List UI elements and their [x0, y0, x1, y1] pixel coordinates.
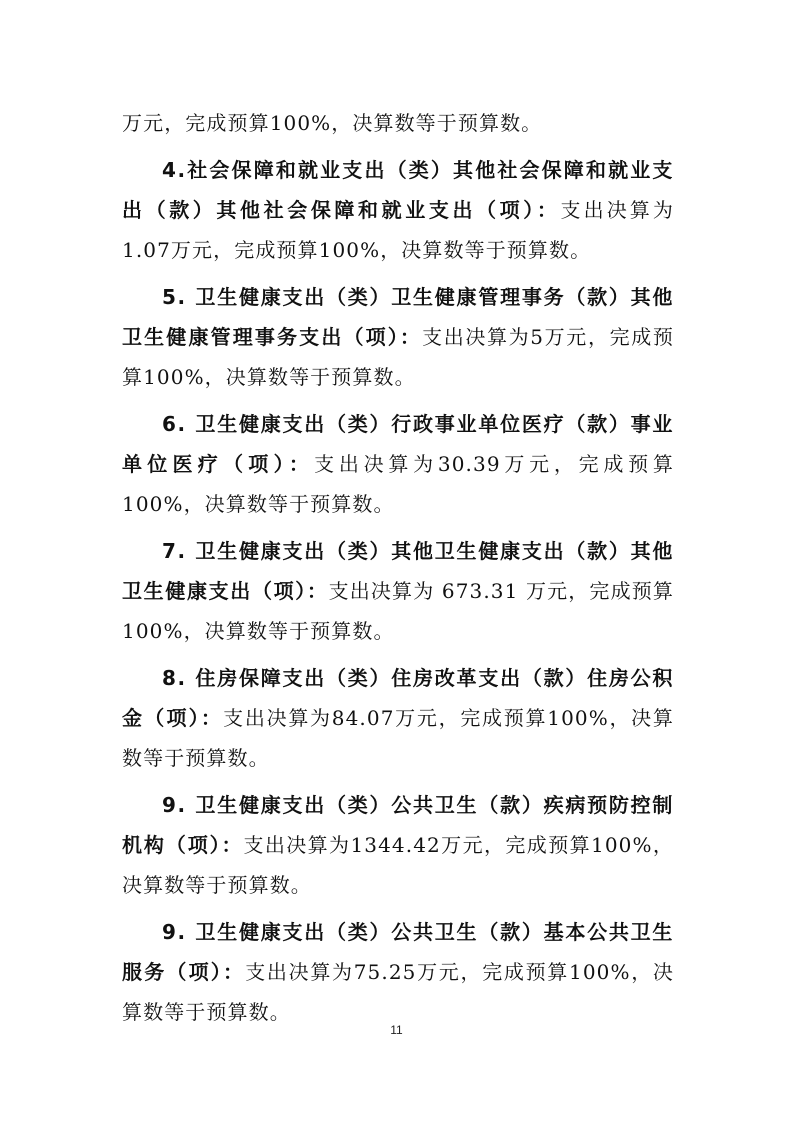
item-heading: 8. 住房保障支出（类）住房改革支出（款）住房公积金（项）：	[122, 666, 674, 730]
document-body	[122, 103, 674, 1039]
item-body: 支出决算为1.07万元，完成预算100%，决算数等于预算数。	[122, 198, 675, 262]
item-body: 支出决算为75.25万元，完成预算100%，决算数等于预算数。	[122, 960, 674, 1024]
expenditure-item-7	[122, 531, 674, 651]
item-body: 支出决算为84.07万元，完成预算100%，决算数等于预算数。	[122, 706, 674, 770]
expenditure-item-9a	[122, 785, 674, 905]
item-heading: 5. 卫生健康支出（类）卫生健康管理事务（款）其他卫生健康管理事务支出（项）：	[122, 285, 674, 349]
item-body: 支出决算为5万元，完成预算100%，决算数等于预算数。	[122, 325, 674, 389]
item-body: 支出决算为 673.31 万元，完成预算100%，决算数等于预算数。	[122, 579, 675, 643]
page-number: 11	[390, 1023, 403, 1037]
expenditure-item-6	[122, 404, 674, 524]
item-body: 支出决算为30.39万元，完成预算100%，决算数等于预算数。	[122, 452, 674, 516]
item-heading: 9. 卫生健康支出（类）公共卫生（款）基本公共卫生服务（项）：	[122, 920, 674, 984]
item-heading: 6. 卫生健康支出（类）行政事业单位医疗（款）事业单位医疗（项）：	[122, 412, 674, 476]
expenditure-item-4	[122, 150, 674, 270]
item-heading: 7. 卫生健康支出（类）其他卫生健康支出（款）其他卫生健康支出（项）：	[122, 539, 674, 603]
continuation-text: 万元，完成预算100%，决算数等于预算数。	[122, 111, 543, 135]
item-heading: 9. 卫生健康支出（类）公共卫生（款）疾病预防控制机构（项）：	[122, 793, 674, 857]
item-heading: 4.社会保障和就业支出（类）其他社会保障和就业支出（款）其他社会保障和就业支出（项）：	[122, 158, 674, 222]
continuation-paragraph	[122, 103, 674, 143]
expenditure-item-9b	[122, 912, 674, 1032]
expenditure-item-8	[122, 658, 674, 778]
item-body: 支出决算为1344.42万元，完成预算100%，决算数等于预算数。	[122, 833, 674, 897]
expenditure-item-5	[122, 277, 674, 397]
